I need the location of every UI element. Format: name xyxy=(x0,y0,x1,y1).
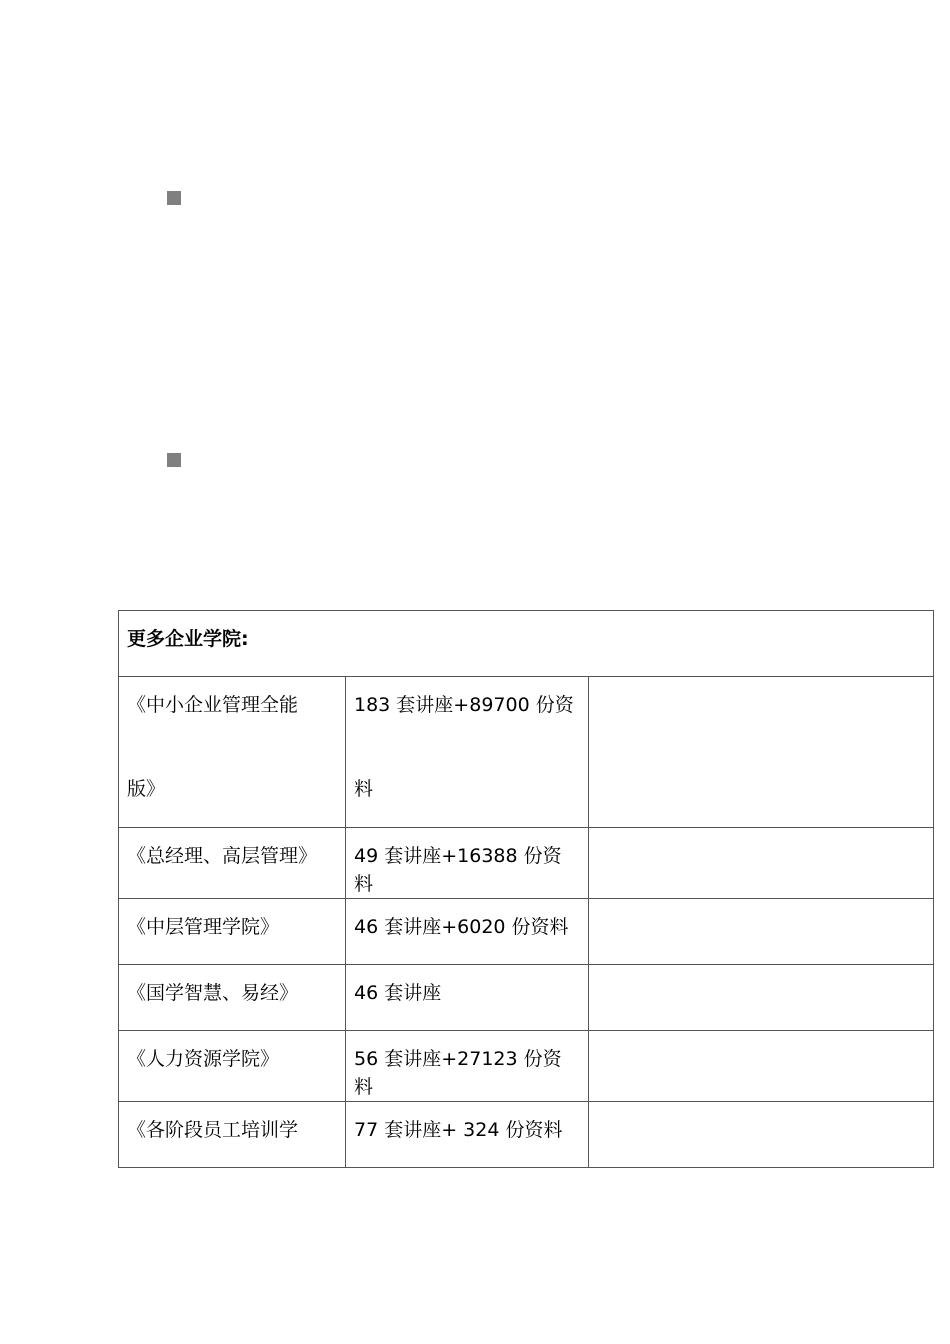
course-name-cell: 《中层管理学院》 xyxy=(119,899,346,965)
course-detail-cell: 56 套讲座+27123 份资料 xyxy=(346,1031,589,1102)
course-detail-cell: 46 套讲座+6020 份资料 xyxy=(346,899,589,965)
course-name-line: 《中小企业管理全能 xyxy=(127,694,299,716)
course-detail-line: 料 xyxy=(354,778,374,800)
table-header: 更多企业学院: xyxy=(119,611,934,677)
course-name-cell: 《各阶段员工培训学 xyxy=(119,1102,346,1168)
table-row xyxy=(119,965,934,1031)
course-name-cell: 《人力资源学院》 xyxy=(119,1031,346,1102)
course-detail-line: 183 套讲座+89700 份资 xyxy=(354,694,574,716)
table-row xyxy=(119,1102,934,1168)
table-row xyxy=(119,899,934,965)
empty-cell xyxy=(589,899,934,965)
empty-cell xyxy=(589,677,934,828)
table-row xyxy=(119,1031,934,1102)
course-detail-cell: 77 套讲座+ 324 份资料 xyxy=(346,1102,589,1168)
table-header-row xyxy=(119,611,934,677)
empty-cell xyxy=(589,1102,934,1168)
course-name-cell: 《国学智慧、易经》 xyxy=(119,965,346,1031)
empty-cell xyxy=(589,828,934,899)
course-detail-cell: 49 套讲座+16388 份资料 xyxy=(346,828,589,899)
square-bullet-icon xyxy=(167,453,181,467)
course-name-line: 版》 xyxy=(127,778,166,800)
academy-table xyxy=(118,610,934,1168)
table-row xyxy=(119,677,934,828)
course-detail-cell xyxy=(346,677,589,828)
table-row xyxy=(119,828,934,899)
empty-cell xyxy=(589,965,934,1031)
course-name-cell: 《总经理、高层管理》 xyxy=(119,828,346,899)
empty-cell xyxy=(589,1031,934,1102)
course-detail-cell: 46 套讲座 xyxy=(346,965,589,1031)
square-bullet-icon xyxy=(167,191,181,205)
course-name-cell xyxy=(119,677,346,828)
